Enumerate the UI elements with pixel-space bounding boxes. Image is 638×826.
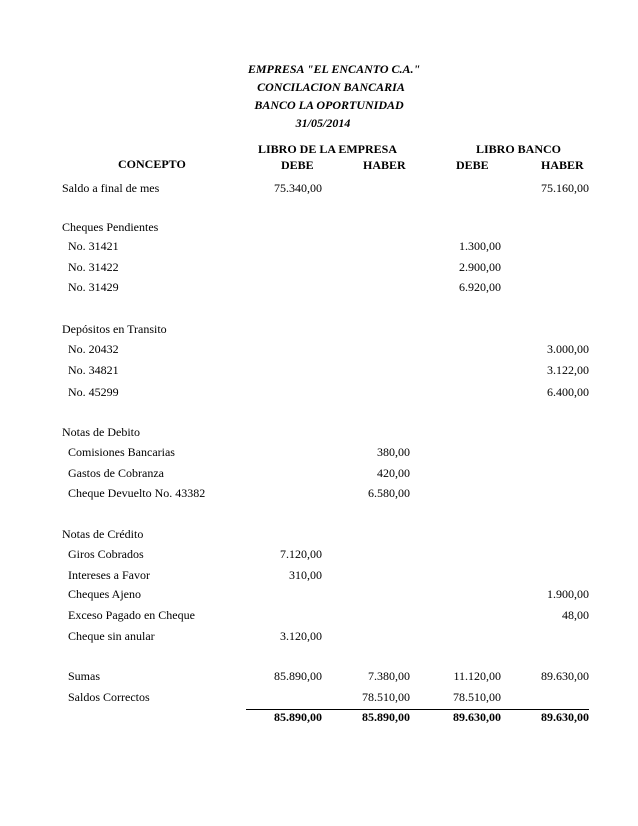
table-row	[0, 361, 638, 379]
col-libro-empresa-header: LIBRO DE LA EMPRESA	[258, 142, 398, 156]
row-label: No. 31422	[68, 260, 119, 274]
table-row	[0, 566, 638, 584]
report-header	[0, 60, 638, 132]
totals-row	[0, 708, 638, 726]
banco-debe-value: 11.120,00	[453, 669, 501, 683]
table-row	[0, 237, 638, 255]
table-row	[0, 179, 638, 197]
banco-debe-value: 1.300,00	[459, 239, 501, 253]
row-label: Gastos de Cobranza	[68, 466, 164, 480]
empresa-debe-value: 310,00	[289, 568, 322, 582]
banco-haber-value: 6.400,00	[547, 385, 589, 399]
col-concepto-header: CONCEPTO	[118, 157, 186, 171]
banco-haber-value: 1.900,00	[547, 587, 589, 601]
row-label: No. 34821	[68, 363, 119, 377]
table-row	[0, 278, 638, 296]
section-heading	[0, 423, 638, 441]
report-date: 31/05/2014	[295, 116, 351, 130]
table-row	[0, 606, 638, 624]
table-row	[0, 464, 638, 482]
row-label: Cheques Ajeno	[68, 587, 141, 601]
row-label: Giros Cobrados	[68, 547, 144, 561]
empresa-debe-value: 7.120,00	[280, 547, 322, 561]
row-label: No. 45299	[68, 385, 119, 399]
empresa-haber-value: 78.510,00	[362, 690, 410, 704]
section-label: Cheques Pendientes	[62, 220, 159, 234]
section-heading	[0, 525, 638, 543]
table-row	[0, 484, 638, 502]
empresa-debe-value: 75.340,00	[274, 181, 322, 195]
empresa-haber-value: 7.380,00	[368, 669, 410, 683]
report-title: CONCILACION BANCARIA	[257, 80, 405, 94]
empresa-haber-total: 85.890,00	[362, 710, 410, 724]
col-empresa-haber-header: HABER	[363, 158, 406, 172]
empresa-debe-value: 85.890,00	[274, 669, 322, 683]
table-row	[0, 545, 638, 563]
table-row	[0, 340, 638, 358]
section-label: Notas de Crédito	[62, 527, 144, 541]
banco-haber-value: 89.630,00	[541, 669, 589, 683]
banco-haber-value: 3.122,00	[547, 363, 589, 377]
row-label: No. 31421	[68, 239, 119, 253]
row-label: Saldos Correctos	[68, 690, 150, 704]
table-row	[0, 627, 638, 645]
bank-name: BANCO LA OPORTUNIDAD	[254, 98, 404, 112]
col-banco-haber-header: HABER	[541, 158, 584, 172]
col-libro-banco-header: LIBRO BANCO	[476, 142, 562, 156]
col-banco-debe-header: DEBE	[456, 158, 489, 172]
section-heading	[0, 218, 638, 236]
row-label: Sumas	[68, 669, 101, 683]
empresa-debe-total: 85.890,00	[274, 710, 322, 724]
row-label: Cheque Devuelto No. 43382	[68, 486, 206, 500]
section-heading	[0, 320, 638, 338]
banco-haber-value: 48,00	[562, 608, 589, 622]
banco-haber-value: 75.160,00	[541, 181, 589, 195]
section-label: Notas de Debito	[62, 425, 140, 439]
row-label: Exceso Pagado en Cheque	[68, 608, 195, 622]
banco-haber-value: 3.000,00	[547, 342, 589, 356]
empresa-debe-value: 3.120,00	[280, 629, 322, 643]
empresa-haber-value: 420,00	[377, 466, 410, 480]
correct-balances-row	[0, 688, 638, 706]
table-row	[0, 585, 638, 603]
row-label: Saldo a final de mes	[62, 181, 160, 195]
row-label: No. 20432	[68, 342, 119, 356]
row-label: Cheque sin anular	[68, 629, 155, 643]
row-label: No. 31429	[68, 280, 119, 294]
section-label: Depósitos en Transito	[62, 322, 167, 336]
table-row	[0, 383, 638, 401]
banco-debe-value: 2.900,00	[459, 260, 501, 274]
banco-debe-value: 78.510,00	[453, 690, 501, 704]
banco-debe-total: 89.630,00	[453, 710, 501, 724]
banco-haber-total: 89.630,00	[541, 710, 589, 724]
banco-debe-value: 6.920,00	[459, 280, 501, 294]
table-row	[0, 258, 638, 276]
empresa-haber-value: 6.580,00	[368, 486, 410, 500]
col-empresa-debe-header: DEBE	[281, 158, 314, 172]
row-label: Comisiones Bancarias	[68, 445, 175, 459]
sums-row	[0, 667, 638, 685]
company-name: EMPRESA "EL ENCANTO C.A."	[247, 62, 421, 76]
empresa-haber-value: 380,00	[377, 445, 410, 459]
table-row	[0, 443, 638, 461]
row-label: Intereses a Favor	[68, 568, 150, 582]
